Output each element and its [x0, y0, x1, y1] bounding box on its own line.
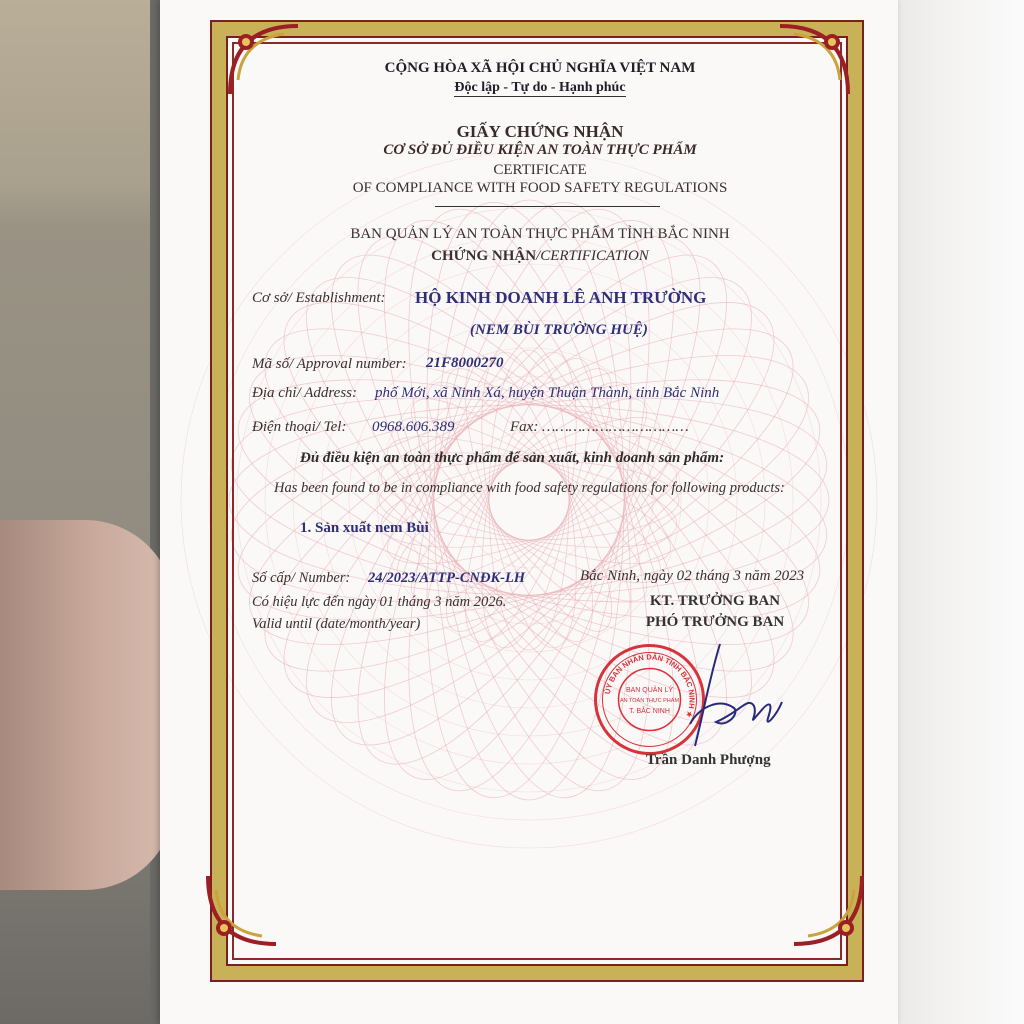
holding-hand [0, 520, 175, 890]
approval-label: Mã số/ Approval number: [252, 356, 407, 372]
validity-vi: Có hiệu lực đến ngày 01 tháng 3 năm 2026. [252, 594, 507, 610]
corner-ornament-icon [202, 870, 282, 950]
motto-text: Độc lập - Tự do - Hạnh phúc [454, 80, 626, 95]
certification-label-en: /CERTIFICATION [536, 248, 649, 264]
establishment-label: Cơ sở/ Establishment: [252, 290, 386, 306]
certificate-subtitle-en: OF COMPLIANCE WITH FOOD SAFETY REGULATIONS [352, 180, 728, 196]
certificate-paper [160, 0, 898, 1024]
certificate-subtitle-vi: CƠ SỞ ĐỦ ĐIỀU KIỆN AN TOÀN THỰC PHẨM [383, 142, 697, 158]
nation-heading: CỘNG HÒA XÃ HỘI CHỦ NGHĨA VIỆT NAM [384, 60, 696, 76]
product-item: 1. Sản xuất nem Bùi [300, 520, 429, 536]
certificate-title-en: CERTIFICATE [493, 162, 587, 178]
establishment-name: HỘ KINH DOANH LÊ ANH TRƯỜNG [415, 288, 707, 307]
place-date: Bắc Ninh, ngày 02 tháng 3 năm 2023 [580, 568, 805, 584]
tel-value: 0968.606.389 [372, 419, 455, 435]
motto [260, 80, 820, 96]
validity-en: Valid until (date/month/year) [252, 616, 421, 632]
tel-label: Điện thoại/ Tel: [252, 419, 347, 435]
fax-value: …………………………… [542, 419, 689, 435]
certificate-title-vi: GIẤY CHỨNG NHẬN [456, 122, 624, 141]
certification-label-vi: CHỨNG NHẬN [431, 248, 537, 264]
handwritten-signature-icon [650, 636, 800, 766]
svg-text:BAN QUẢN LÝ: BAN QUẢN LÝ [625, 687, 674, 694]
corner-ornament-icon [788, 870, 868, 950]
svg-text:AN TOÀN THỰC PHẨM: AN TOÀN THỰC PHẨM [619, 698, 680, 704]
title-divider [435, 206, 660, 207]
address-value: phố Mới, xã Ninh Xá, huyện Thuận Thành, tỉnh Bắc Ninh [375, 385, 720, 401]
signatory-title-1: KT. TRƯỞNG BAN [649, 593, 781, 609]
svg-text:T. BẮC NINH: T. BẮC NINH [629, 708, 670, 715]
compliance-statement-en: Has been found to be in compliance with food safety regulations for following products: [274, 480, 785, 496]
establishment-alias: (NEM BÙI TRƯỜNG HUỆ) [470, 322, 648, 338]
issuer-name: BAN QUẢN LÝ AN TOÀN THỰC PHẨM TỈNH BẮC NINH [350, 226, 730, 242]
fax-label: Fax: [510, 419, 539, 435]
certification-label [260, 248, 820, 265]
address-label: Địa chỉ/ Address: [252, 385, 357, 401]
approval-number: 21F8000270 [426, 355, 504, 371]
signatory-name: Trần Danh Phượng [646, 752, 771, 768]
signatory-title-2: PHÓ TRƯỞNG BAN [645, 614, 785, 630]
number-value: 24/2023/ATTP-CNĐK-LH [368, 570, 526, 586]
background-right [884, 0, 1024, 1024]
compliance-statement-vi: Đủ điều kiện an toàn thực phẩm để sản xuất, kinh doanh sản phẩm: [300, 450, 725, 466]
number-label: Số cấp/ Number: [252, 570, 351, 586]
svg-text:ỦY BAN NHÂN DÂN TỈNH BẮC NINH: ỦY BAN NHÂN DÂN TỈNH BẮC NINH ★ [602, 652, 697, 720]
